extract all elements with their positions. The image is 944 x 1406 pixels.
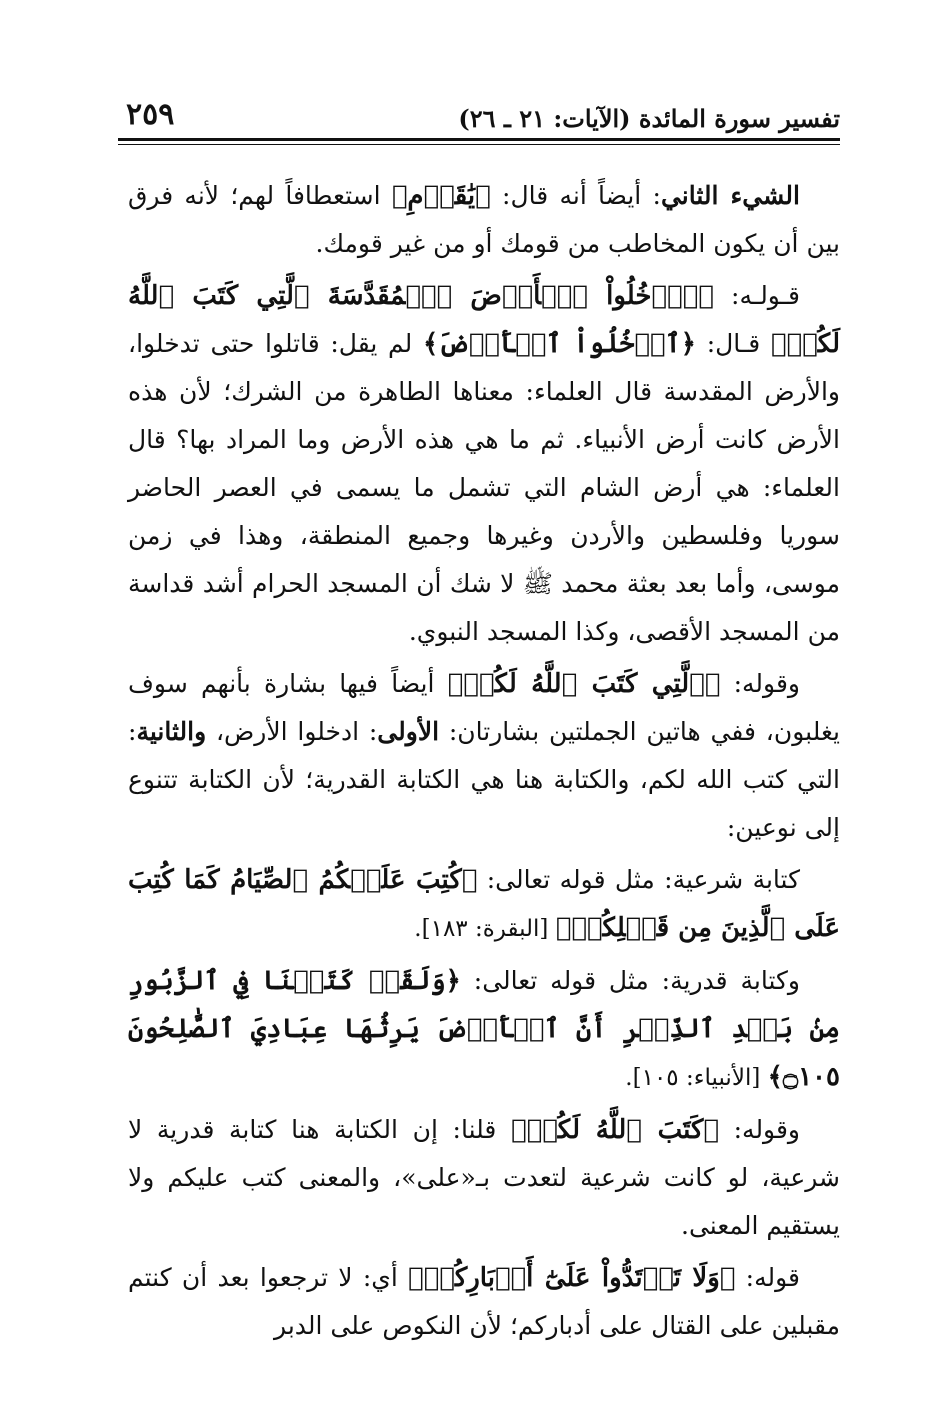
verse-reference: [الأنبياء: ١٠٥]. xyxy=(625,1065,768,1091)
quran-quote: ﴿كُتِبَ عَلَيۡكُمُ ٱلصِّيَامُ كَمَا كُتِبَ عَلَى ٱلَّذِينَ مِن قَبۡلِكُمۡ﴾ xyxy=(128,865,840,943)
text-run: : ادخلوا الأرض، xyxy=(206,717,378,746)
text-run: قـولـه: xyxy=(713,281,800,310)
text-run: وقوله: xyxy=(720,669,800,698)
text-run: قـال: xyxy=(696,329,771,358)
verse-reference: [البقرة: ١٨٣]. xyxy=(414,916,556,942)
quran-quote: ﴿ٱلَّتِي كَتَبَ ٱللَّهُ لَكُمۡ﴾ xyxy=(447,669,721,699)
label-second: والثانية xyxy=(136,717,207,746)
page-body xyxy=(128,172,840,1354)
paragraph-6 xyxy=(128,1106,840,1250)
quran-quote: ﴿ٱدۡخُلُواْ ٱلۡأَرۡضَ﴾ xyxy=(423,329,697,359)
text-run: لم يقل: قاتلوا حتى تدخلوا، والأرض المقدسة قال العلماء: معناها الطاهرة من الشرك؛ لأن هذه الأرض كانت أرض الأنبياء. ثم ما هي هذه الأرض وما المراد بها؟ قال العلماء: هي أرض الشام التي تشمل ما يسمى في العصر الحاضر سوريا وفلسطين والأردن وغيرها وجميع المنطقة، وهذا في زمن موسى، وأما بعد بعثة محمد ﷺ لا شك أن المسجد الحرام أشد قداسة من المسجد الأقصى، وكذا المسجد النبوي. xyxy=(128,329,840,646)
running-title: تفسير سورة المائدة (الآيات: ٢١ ـ ٢٦) xyxy=(458,104,840,133)
quran-quote: ﴿يَٰقَوۡمِ﴾ xyxy=(391,181,491,211)
header-rule-thick xyxy=(118,138,840,141)
header-rule-thin xyxy=(118,144,840,145)
text-run: استعطافاً لهم؛ لأنه فرق بين أن يكون المخاطب من قومك أو من غير قومك. xyxy=(128,181,840,258)
quran-quote: ﴿كَتَبَ ٱللَّهُ لَكُمۡ﴾ xyxy=(510,1115,719,1145)
text-run: : أيضاً أنه قال: xyxy=(490,181,661,210)
text-run: وقوله: xyxy=(718,1115,800,1144)
text-run: وكتابة قدرية: مثل قوله تعالى: xyxy=(460,966,800,995)
quran-quote: ﴿وَلَقَدۡ كَتَبۡنَا فِي ٱلزَّبُورِ مِنۢ بَعۡدِ ٱلذِّكۡرِ أَنَّ ٱلۡأَرۡضَ يَرِثُهَا عِبَادِيَ ٱلصَّٰلِحُونَ ۝١٠٥﴾ xyxy=(128,966,840,1092)
text-run: كتابة شرعية: مثل قوله تعالى: xyxy=(477,865,800,894)
text-run: : التي كتب الله لكم، والكتابة هنا هي الكتابة القدرية؛ لأن الكتابة تتنوع إلى نوعين: xyxy=(128,717,840,842)
heading-second-thing: الشيء الثاني xyxy=(660,181,800,210)
text-run: أي: لا ترجعوا بعد أن كنتم مقبلين على القتال على أدباركم؛ لأن النكوص على الدبر xyxy=(128,1263,840,1340)
paragraph-3 xyxy=(128,660,840,852)
paragraph-4 xyxy=(128,856,840,953)
paragraph-7 xyxy=(128,1254,840,1350)
paragraph-2 xyxy=(128,272,840,656)
quran-quote: ﴿ٱدۡخُلُواْ ٱلۡأَرۡضَ ٱلۡمُقَدَّسَةَ ٱلَّتِي كَتَبَ ٱللَّهُ لَكُمۡ﴾ xyxy=(128,281,841,359)
paragraph-1 xyxy=(128,172,840,268)
page-number: ٢٥٩ xyxy=(126,97,175,132)
text-run: أيضاً فيها بشارة بأنهم سوف يغلبون، ففي هاتين الجملتين بشارتان: xyxy=(128,669,840,746)
text-run: قوله: xyxy=(735,1263,800,1292)
label-first: الأولى xyxy=(377,717,440,746)
text-run: قلنا: إن الكتابة هنا كتابة قدرية لا شرعية، لو كانت شرعية لتعدت بـ«على»، والمعنى كتب عليكم ولا يستقيم المعنى. xyxy=(128,1115,840,1240)
paragraph-5 xyxy=(128,957,840,1102)
quran-quote: ﴿وَلَا تَرۡتَدُّواْ عَلَىٰٓ أَدۡبَارِكُمۡ﴾ xyxy=(408,1263,736,1293)
page-header xyxy=(118,96,840,136)
